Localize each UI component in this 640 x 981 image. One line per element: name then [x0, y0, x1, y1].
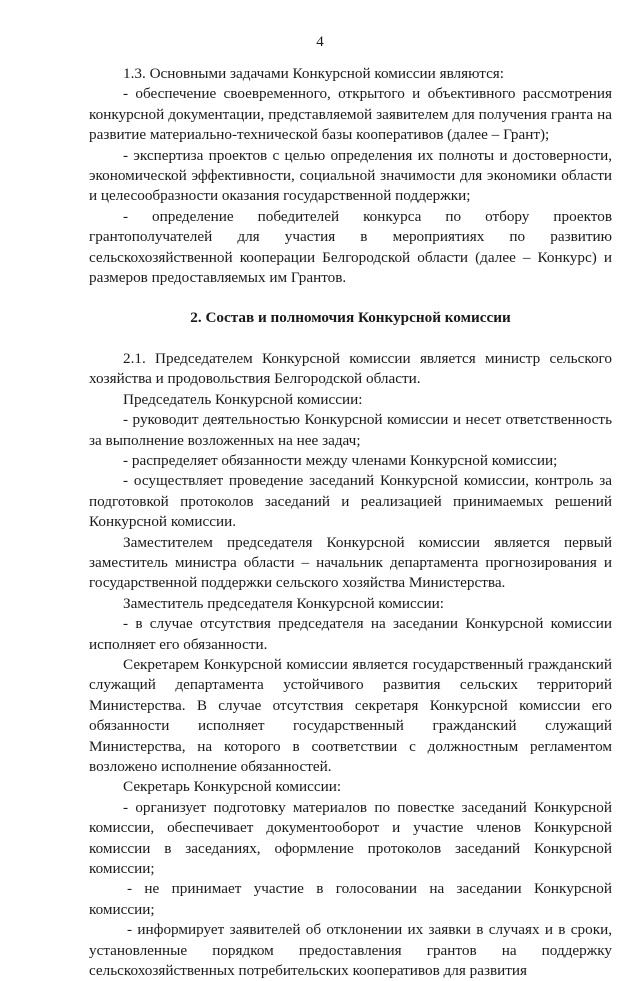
paragraph: - экспертиза проектов с целью определения их полноты и достоверности, экономической эффективности, социальной значимости для экономики области и целесообразности оказания государственной поддержки;	[89, 146, 612, 205]
paragraph: Заместителем председателя Конкурсной комиссии является первый заместитель министра области – начальник департамента прогнозирования и государственной поддержки сельского хозяйства Министерства.	[89, 533, 612, 592]
paragraph: - распределяет обязанности между членами Конкурсной комиссии;	[123, 451, 558, 469]
paragraph: - осуществляет проведение заседаний Конкурсной комиссии, контроль за подготовкой протоколов заседаний и реализацией принимаемых решений Конкурсной комиссии.	[89, 472, 612, 531]
section-heading: 2. Состав и полномочия Конкурсной комиссии	[190, 309, 511, 327]
paragraph: - определение победителей конкурса по отбору проектов грантополучателей для участия в мероприятиях по развитию сельскохозяйственной кооперации Белгородской области (далее – Конкурс) и размеров предоставляемых им Грантов.	[89, 207, 612, 287]
paragraph: - организует подготовку материалов по повестке заседаний Конкурсной комиссии, обеспечивает документооборот и участие членов Конкурсной комиссии в заседаниях, оформление протоколов заседаний Конкурсной комиссии;	[89, 798, 612, 878]
page-number: 4	[316, 34, 324, 50]
paragraph: - обеспечение своевременного, открытого и объективного рассмотрения конкурсной документации, представляемой заявителем для получения гранта на развитие материально-технической базы кооперативов (далее – Грант);	[89, 85, 612, 144]
paragraph: 1.3. Основными задачами Конкурсной комиссии являются:	[123, 65, 505, 82]
paragraph: Секретарь Конкурсной комиссии:	[123, 778, 342, 796]
document-body	[89, 64, 612, 981]
paragraph: Заместитель председателя Конкурсной комиссии:	[123, 594, 444, 612]
paragraph: - в случае отсутствия председателя на заседании Конкурсной комиссии исполняет его обязанности.	[89, 615, 612, 653]
paragraph: Секретарем Конкурсной комиссии является государственный гражданский служащий департамента устойчивого развития сельских территорий Министерства. В случае отсутствия секретаря Конкурсной комиссии его обязанности исполняет государственный гражданский служащий Министерства, на которого в соответствии с должностным регламентом возложено исполнение обязанностей.	[89, 655, 612, 775]
paragraph: 2.1. Председателем Конкурсной комиссии является министр сельского хозяйства и продовольствия Белгородской области.	[89, 349, 612, 388]
paragraph: Председатель Конкурсной комиссии:	[123, 390, 363, 408]
paragraph: - руководит деятельностью Конкурсной комиссии и несет ответственность за выполнение возложенных на нее задач;	[89, 411, 612, 449]
paragraph: - информирует заявителей об отклонении их заявки в случаях и в сроки, установленные порядком предоставления грантов на поддержку сельскохозяйственных потребительских кооперативов для развития	[89, 921, 612, 980]
paragraph: - не принимает участие в голосовании на заседании Конкурсной комиссии;	[89, 880, 612, 918]
